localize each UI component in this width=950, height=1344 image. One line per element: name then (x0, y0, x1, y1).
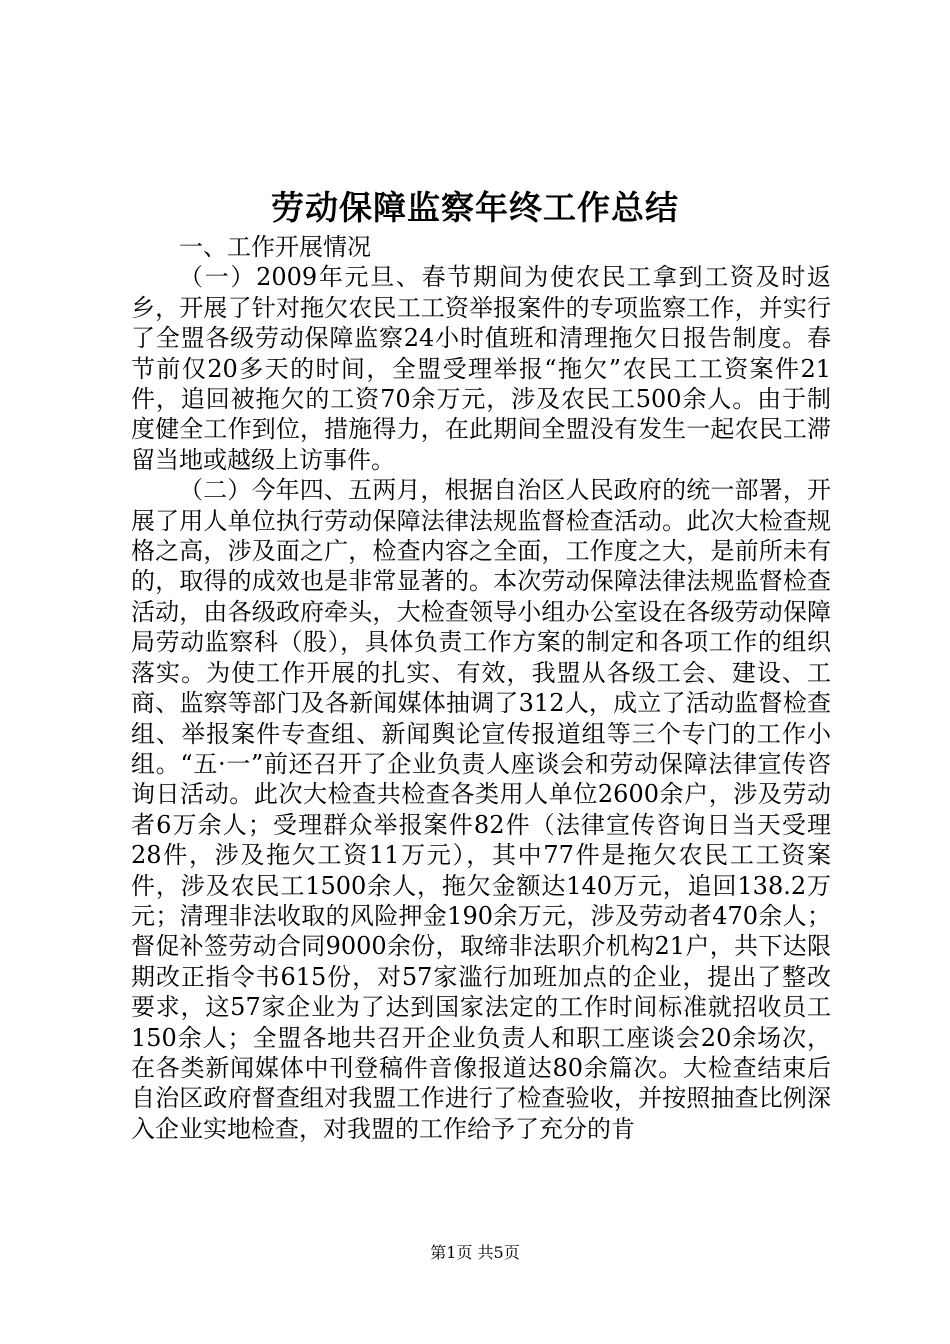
page-footer: 第1页 共5页 (430, 1243, 520, 1262)
paragraph-2: （二）今年四、五两月，根据自治区人民政府的统一部署，开展了用人单位执行劳动保障法律法规监督检查活动。此次大检查规格之高，涉及面之广，检查内容之全面，工作度之大，是前所未有的，取得的成效也是非常显著的。本次劳动保障法律法规监督检查活动，由各级政府牵头，大检查领导小组办公室设在各级劳动保障局劳动监察科（股），具体负责工作方案的制定和各项工作的组织落实。为使工作开展的扎实、有效，我盟从各级工会、建设、工商、监察等部门及各新闻媒体抽调了312人，成立了活动监督检查组、举报案件专查组、新闻舆论宣传报道组等三个专门的工作小组。“五·一”前还召开了企业负责人座谈会和劳动保障法律宣传咨询日活动。此次大检查共检查各类用人单位2600余户，涉及劳动者6万余人；受理群众举报案件82件（法律宣传咨询日当天受理28件，涉及拖欠工资11万元），其中77件是拖欠农民工工资案件，涉及农民工1500余人，拖欠金额达140万元，追回138.2万元；清理非法收取的风险押金190余万元，涉及劳动者470余人；督促补签劳动合同9000余份，取缔非法职介机构21户，共下达限期改正指令书615份，对57家滥行加班加点的企业，提出了整改要求，这57家企业为了达到国家法定的工作时间标准就招收员工150余人；全盟各地共召开企业负责人和职工座谈会20余场次，在各类新闻媒体中刊登稿件音像报道达80余篇次。大检查结束后自治区政府督查组对我盟工作进行了检查验收，并按照抽查比例深入企业实地检查，对我盟的工作给予了充分的肯 (131, 476, 831, 1143)
section-heading: 一、工作开展情况 (179, 233, 371, 261)
document-title: 劳动保障监察年终工作总结 (271, 188, 679, 227)
paragraph-1: （一）2009年元旦、春节期间为使农民工拿到工资及时返乡，开展了针对拖欠农民工工资举报案件的专项监察工作，并实行了全盟各级劳动保障监察24小时值班和清理拖欠日报告制度。春节前仅20多天的时间，全盟受理举报“拖欠”农民工工资案件21件，追回被拖欠的工资70余万元，涉及农民工500余人。由于制度健全工作到位，措施得力，在此期间全盟没有发生一起农民工滞留当地或越级上访事件。 (131, 263, 831, 474)
document-body (131, 232, 831, 1144)
